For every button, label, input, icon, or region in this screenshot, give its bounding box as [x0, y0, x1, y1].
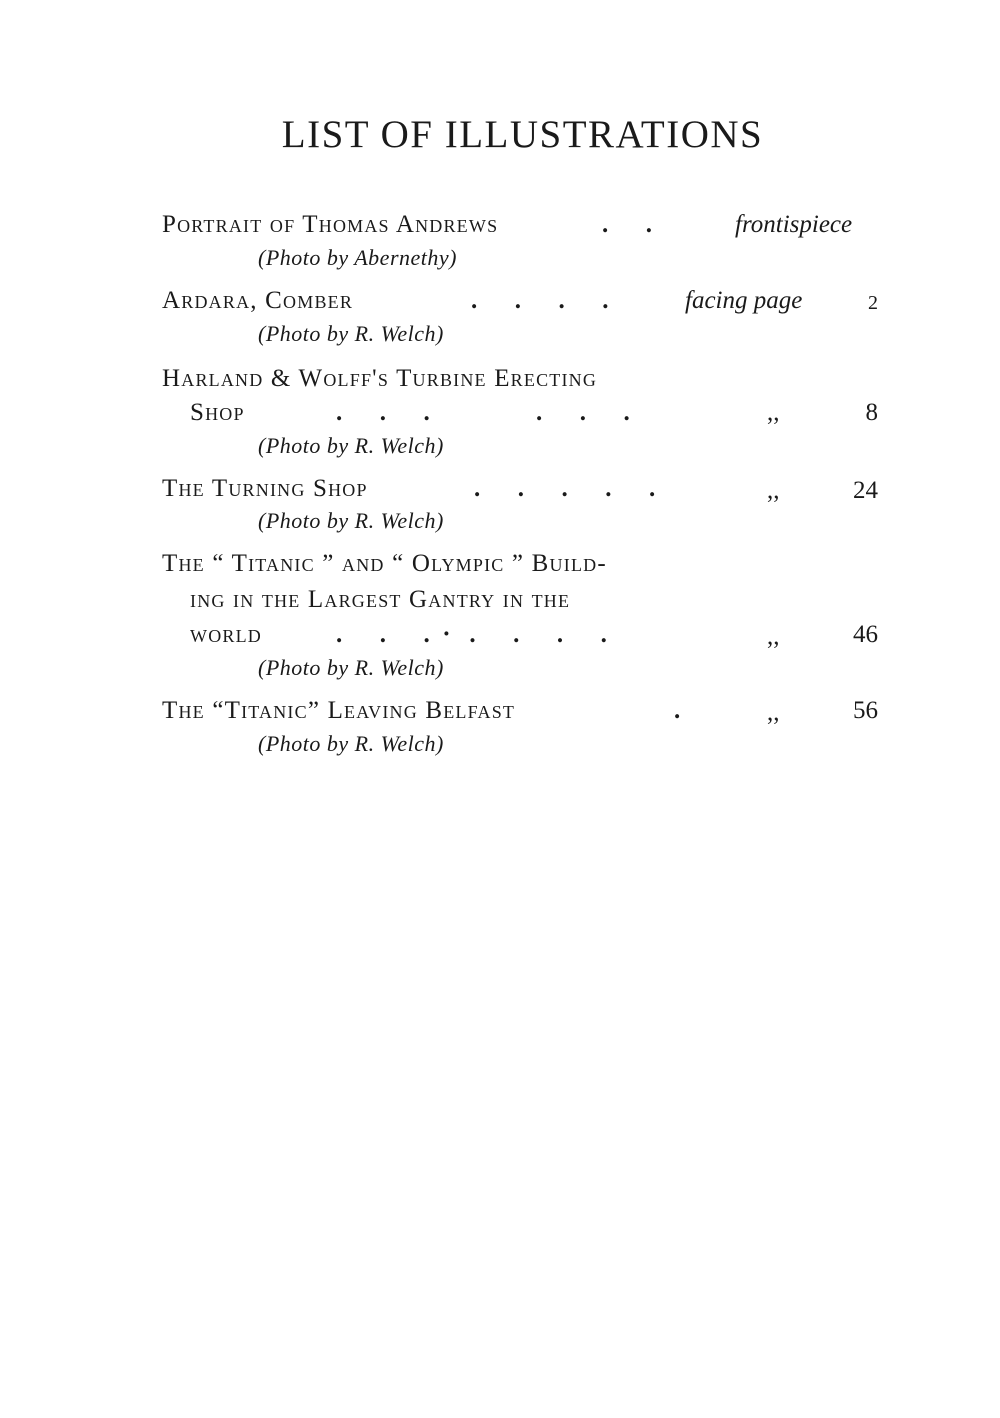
entry-title-continued: world: [190, 621, 262, 648]
photo-credit: (Photo by R. Welch): [258, 731, 444, 756]
ditto-mark: ,,: [767, 623, 780, 650]
entry-title-continued: Shop: [190, 399, 245, 426]
page-number: 24: [853, 477, 878, 504]
page-number: 56: [853, 697, 878, 724]
photo-credit: (Photo by R. Welch): [258, 508, 444, 533]
leader-dots: . . . . . .: [336, 399, 630, 426]
entry-title: The “ Titanic ” and “ Olympic ” Build-: [162, 550, 607, 577]
entry-title: Harland & Wolff's Turbine Erecting: [162, 365, 598, 392]
entry-title: The “Titanic” Leaving Belfast: [162, 697, 516, 724]
photo-credit: (Photo by Abernethy): [258, 245, 457, 270]
entry-title: The Turning Shop: [162, 475, 368, 502]
ditto-mark: ,,: [767, 399, 780, 426]
leader-dots: .: [674, 697, 681, 724]
photo-credit: (Photo by R. Welch): [258, 655, 444, 680]
leader-dots: . . . .: [471, 287, 609, 314]
ditto-mark: ,,: [767, 699, 780, 726]
photo-credit: (Photo by R. Welch): [258, 321, 444, 346]
leader-dots: . . . · . . . .: [336, 621, 607, 648]
leader-dots: . .: [602, 211, 652, 238]
page-reference: frontispiece: [735, 211, 853, 238]
entry-title-continued: ing in the Largest Gantry in the: [190, 586, 571, 613]
ditto-mark: ,,: [767, 477, 780, 504]
page-reference: facing page: [685, 287, 803, 314]
page-number: 2: [868, 292, 878, 314]
entry-title: Ardara, Comber: [162, 287, 354, 314]
photo-credit: (Photo by R. Welch): [258, 433, 444, 458]
leader-dots: . . . . .: [474, 475, 656, 502]
page-number: 46: [853, 621, 878, 648]
page-title: LIST OF ILLUSTRATIONS: [281, 113, 764, 156]
entry-title: Portrait of Thomas Andrews: [162, 211, 499, 238]
page-number: 8: [865, 399, 878, 426]
